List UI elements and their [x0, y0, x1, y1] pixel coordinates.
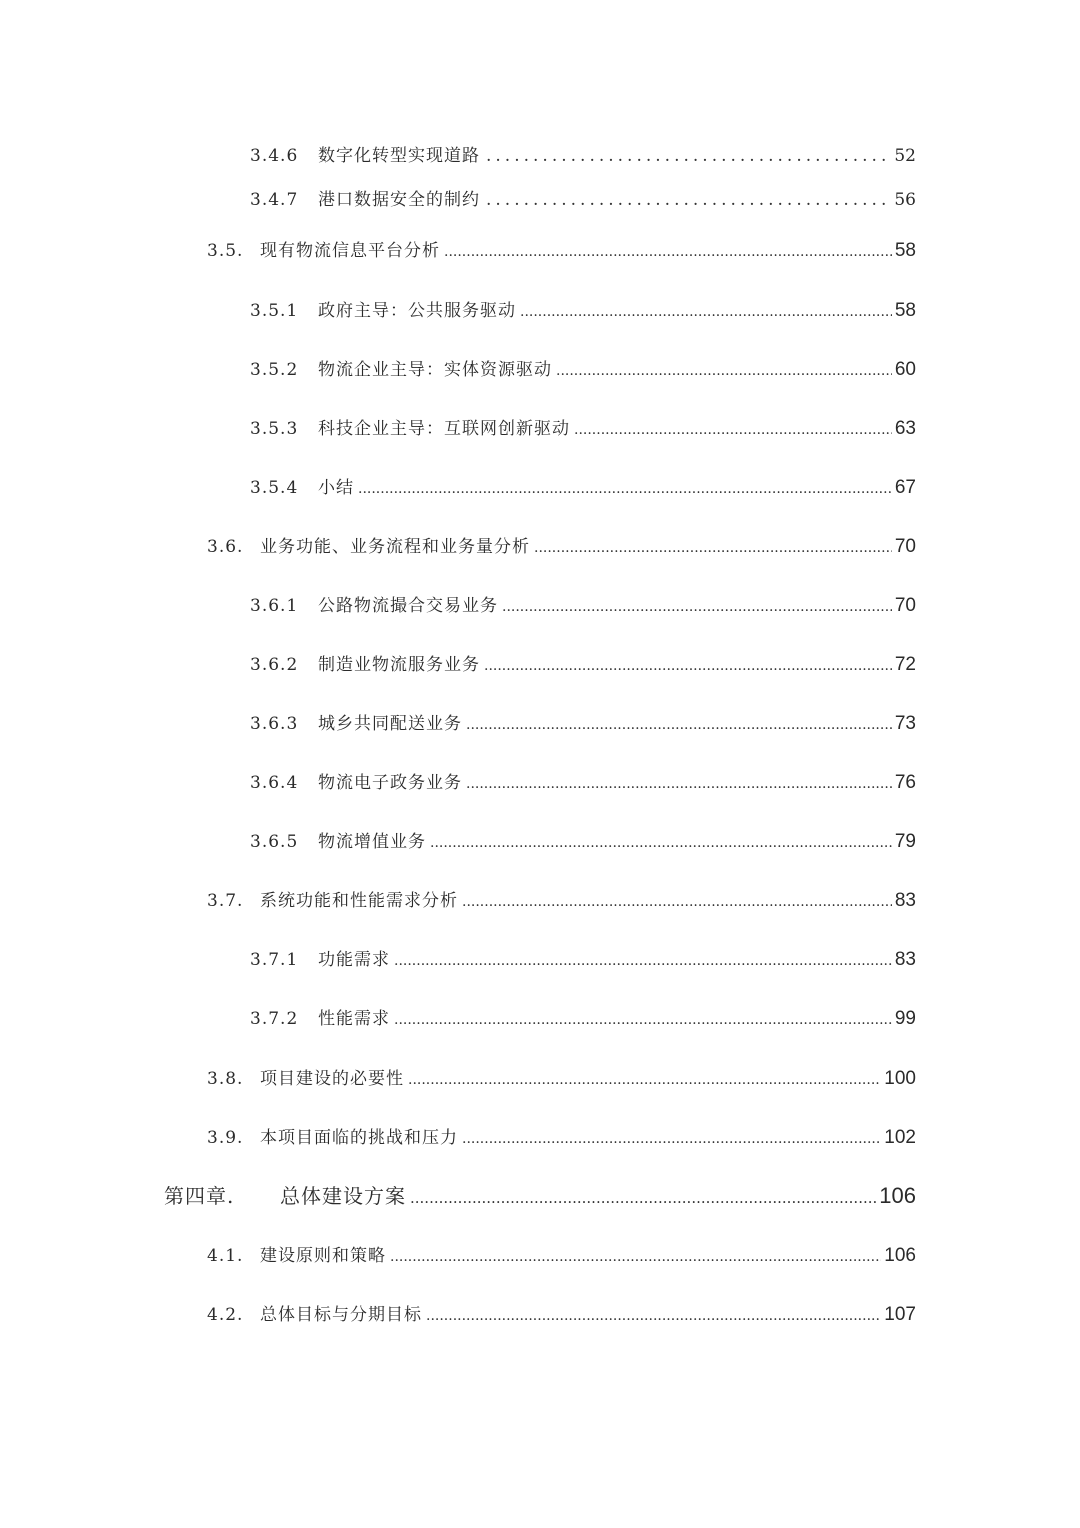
toc-entry-page: 67	[894, 477, 916, 498]
toc-entry-page: 70	[894, 536, 916, 557]
toc-entry-page: 58	[894, 300, 916, 321]
toc-entry-3-6-2[interactable]	[250, 650, 916, 676]
toc-entry-number: 第四章.	[164, 1184, 235, 1208]
toc-entry-page: 106	[884, 1245, 916, 1266]
toc-entry-number: 3.9.	[207, 1128, 244, 1148]
toc-entry-title: 政府主导：公共服务驱动	[318, 301, 516, 321]
toc-entry-page: 56	[894, 190, 916, 210]
toc-entry-title: 现有物流信息平台分析	[260, 241, 440, 261]
toc-entry-page: 83	[894, 890, 916, 911]
toc-entry-title: 公路物流撮合交易业务	[318, 596, 498, 616]
dot-leader	[462, 894, 892, 910]
toc-entry-number: 3.6.4	[250, 773, 299, 793]
toc-entry-title: 数字化转型实现道路	[318, 146, 480, 166]
toc-entry-title: 系统功能和性能需求分析	[260, 891, 458, 911]
toc-entry-number: 4.2.	[207, 1305, 244, 1325]
toc-entry-3-6[interactable]	[207, 532, 916, 558]
toc-entry-page: 100	[884, 1068, 916, 1089]
dot-leader	[358, 481, 892, 497]
dot-leader	[534, 540, 892, 556]
dot-leader	[502, 599, 892, 615]
toc-entry-3-5-2[interactable]	[250, 355, 916, 381]
toc-entry-3-4-6[interactable]	[250, 141, 916, 166]
toc-entry-title: 本项目面临的挑战和压力	[260, 1128, 458, 1148]
toc-entry-number: 3.4.7	[250, 190, 299, 210]
toc-entry-page: 107	[884, 1304, 916, 1325]
toc-entry-3-7-1[interactable]	[250, 945, 916, 971]
toc-entry-title: 建设原则和策略	[260, 1246, 386, 1266]
toc-entry-page: 106	[879, 1183, 916, 1208]
toc-entry-3-5-4[interactable]	[250, 473, 916, 499]
toc-entry-number: 3.7.1	[250, 950, 299, 970]
dot-leader	[484, 658, 892, 674]
toc-entry-number: 3.8.	[207, 1069, 244, 1089]
dot-leader	[390, 1249, 881, 1265]
dot-leader	[486, 190, 891, 210]
dot-leader	[444, 244, 892, 260]
dot-leader	[462, 1131, 881, 1147]
dot-leader	[466, 717, 892, 733]
toc-entry-3-6-4[interactable]	[250, 768, 916, 794]
dot-leader	[426, 1308, 881, 1324]
dot-leader	[394, 1012, 892, 1028]
toc-entry-number: 3.5.3	[250, 419, 299, 439]
toc-entry-page: 60	[894, 359, 916, 380]
toc-entry-page: 70	[894, 595, 916, 616]
dot-leader	[394, 953, 892, 969]
toc-entry-3-7-2[interactable]	[250, 1004, 916, 1030]
toc-entry-page: 79	[894, 831, 916, 852]
toc-entry-number: 3.5.4	[250, 478, 299, 498]
toc-entry-number: 3.7.	[207, 891, 244, 911]
toc-entry-3-6-1[interactable]	[250, 591, 916, 617]
toc-entry-3-7[interactable]	[207, 886, 916, 912]
dot-leader	[430, 835, 892, 851]
toc-entry-title: 港口数据安全的制约	[318, 190, 480, 210]
dot-leader	[574, 422, 892, 438]
toc-entry-number: 3.6.3	[250, 714, 299, 734]
toc-entry-page: 58	[894, 240, 916, 261]
toc-entry-chapter-4[interactable]	[164, 1180, 916, 1209]
toc-entry-3-5-3[interactable]	[250, 414, 916, 440]
toc-entry-number: 3.6.2	[250, 655, 299, 675]
toc-entry-title: 物流企业主导：实体资源驱动	[318, 360, 552, 380]
dot-leader	[410, 1189, 876, 1207]
toc-entry-3-9[interactable]	[207, 1123, 916, 1149]
toc-entry-number: 3.5.	[207, 241, 244, 261]
toc-entry-title: 科技企业主导：互联网创新驱动	[318, 419, 570, 439]
toc-entry-title: 制造业物流服务业务	[318, 655, 480, 675]
toc-entry-title: 小结	[318, 478, 354, 498]
toc-entry-3-5-1[interactable]	[250, 296, 916, 322]
toc-entry-number: 3.7.2	[250, 1009, 299, 1029]
toc-entry-page: 99	[894, 1008, 916, 1029]
toc-entry-title: 城乡共同配送业务	[318, 714, 462, 734]
toc-entry-number: 3.4.6	[250, 146, 299, 166]
toc-entry-number: 3.6.	[207, 537, 244, 557]
toc-entry-title: 性能需求	[318, 1009, 390, 1029]
toc-entry-page: 63	[894, 418, 916, 439]
toc-entry-number: 3.5.2	[250, 360, 299, 380]
toc-entry-title: 项目建设的必要性	[260, 1069, 404, 1089]
toc-entry-4-1[interactable]	[207, 1241, 916, 1267]
toc-entry-page: 76	[894, 772, 916, 793]
dot-leader	[466, 776, 892, 792]
dot-leader	[486, 146, 891, 166]
toc-entry-page: 73	[894, 713, 916, 734]
toc-entry-page: 83	[894, 949, 916, 970]
dot-leader	[520, 304, 892, 320]
dot-leader	[556, 363, 892, 379]
toc-entry-3-4-7[interactable]	[250, 185, 916, 210]
toc-entry-title: 总体建设方案	[280, 1184, 406, 1208]
toc-entry-title: 总体目标与分期目标	[260, 1305, 422, 1325]
toc-entry-title: 功能需求	[318, 950, 390, 970]
toc-entry-page: 102	[884, 1127, 916, 1148]
toc-entry-title: 业务功能、业务流程和业务量分析	[260, 537, 530, 557]
toc-entry-4-2[interactable]	[207, 1300, 916, 1326]
toc-entry-page: 52	[894, 146, 916, 166]
toc-entry-page: 72	[894, 654, 916, 675]
toc-entry-number: 4.1.	[207, 1246, 244, 1266]
toc-entry-3-5[interactable]	[207, 236, 916, 262]
toc-entry-number: 3.6.5	[250, 832, 299, 852]
toc-entry-number: 3.6.1	[250, 596, 299, 616]
toc-entry-number: 3.5.1	[250, 301, 299, 321]
dot-leader	[408, 1072, 881, 1088]
toc-entry-title: 物流增值业务	[318, 832, 426, 852]
toc-entry-3-6-5[interactable]	[250, 827, 916, 853]
toc-entry-3-8[interactable]	[207, 1064, 916, 1090]
toc-entry-title: 物流电子政务业务	[318, 773, 462, 793]
toc-entry-3-6-3[interactable]	[250, 709, 916, 735]
